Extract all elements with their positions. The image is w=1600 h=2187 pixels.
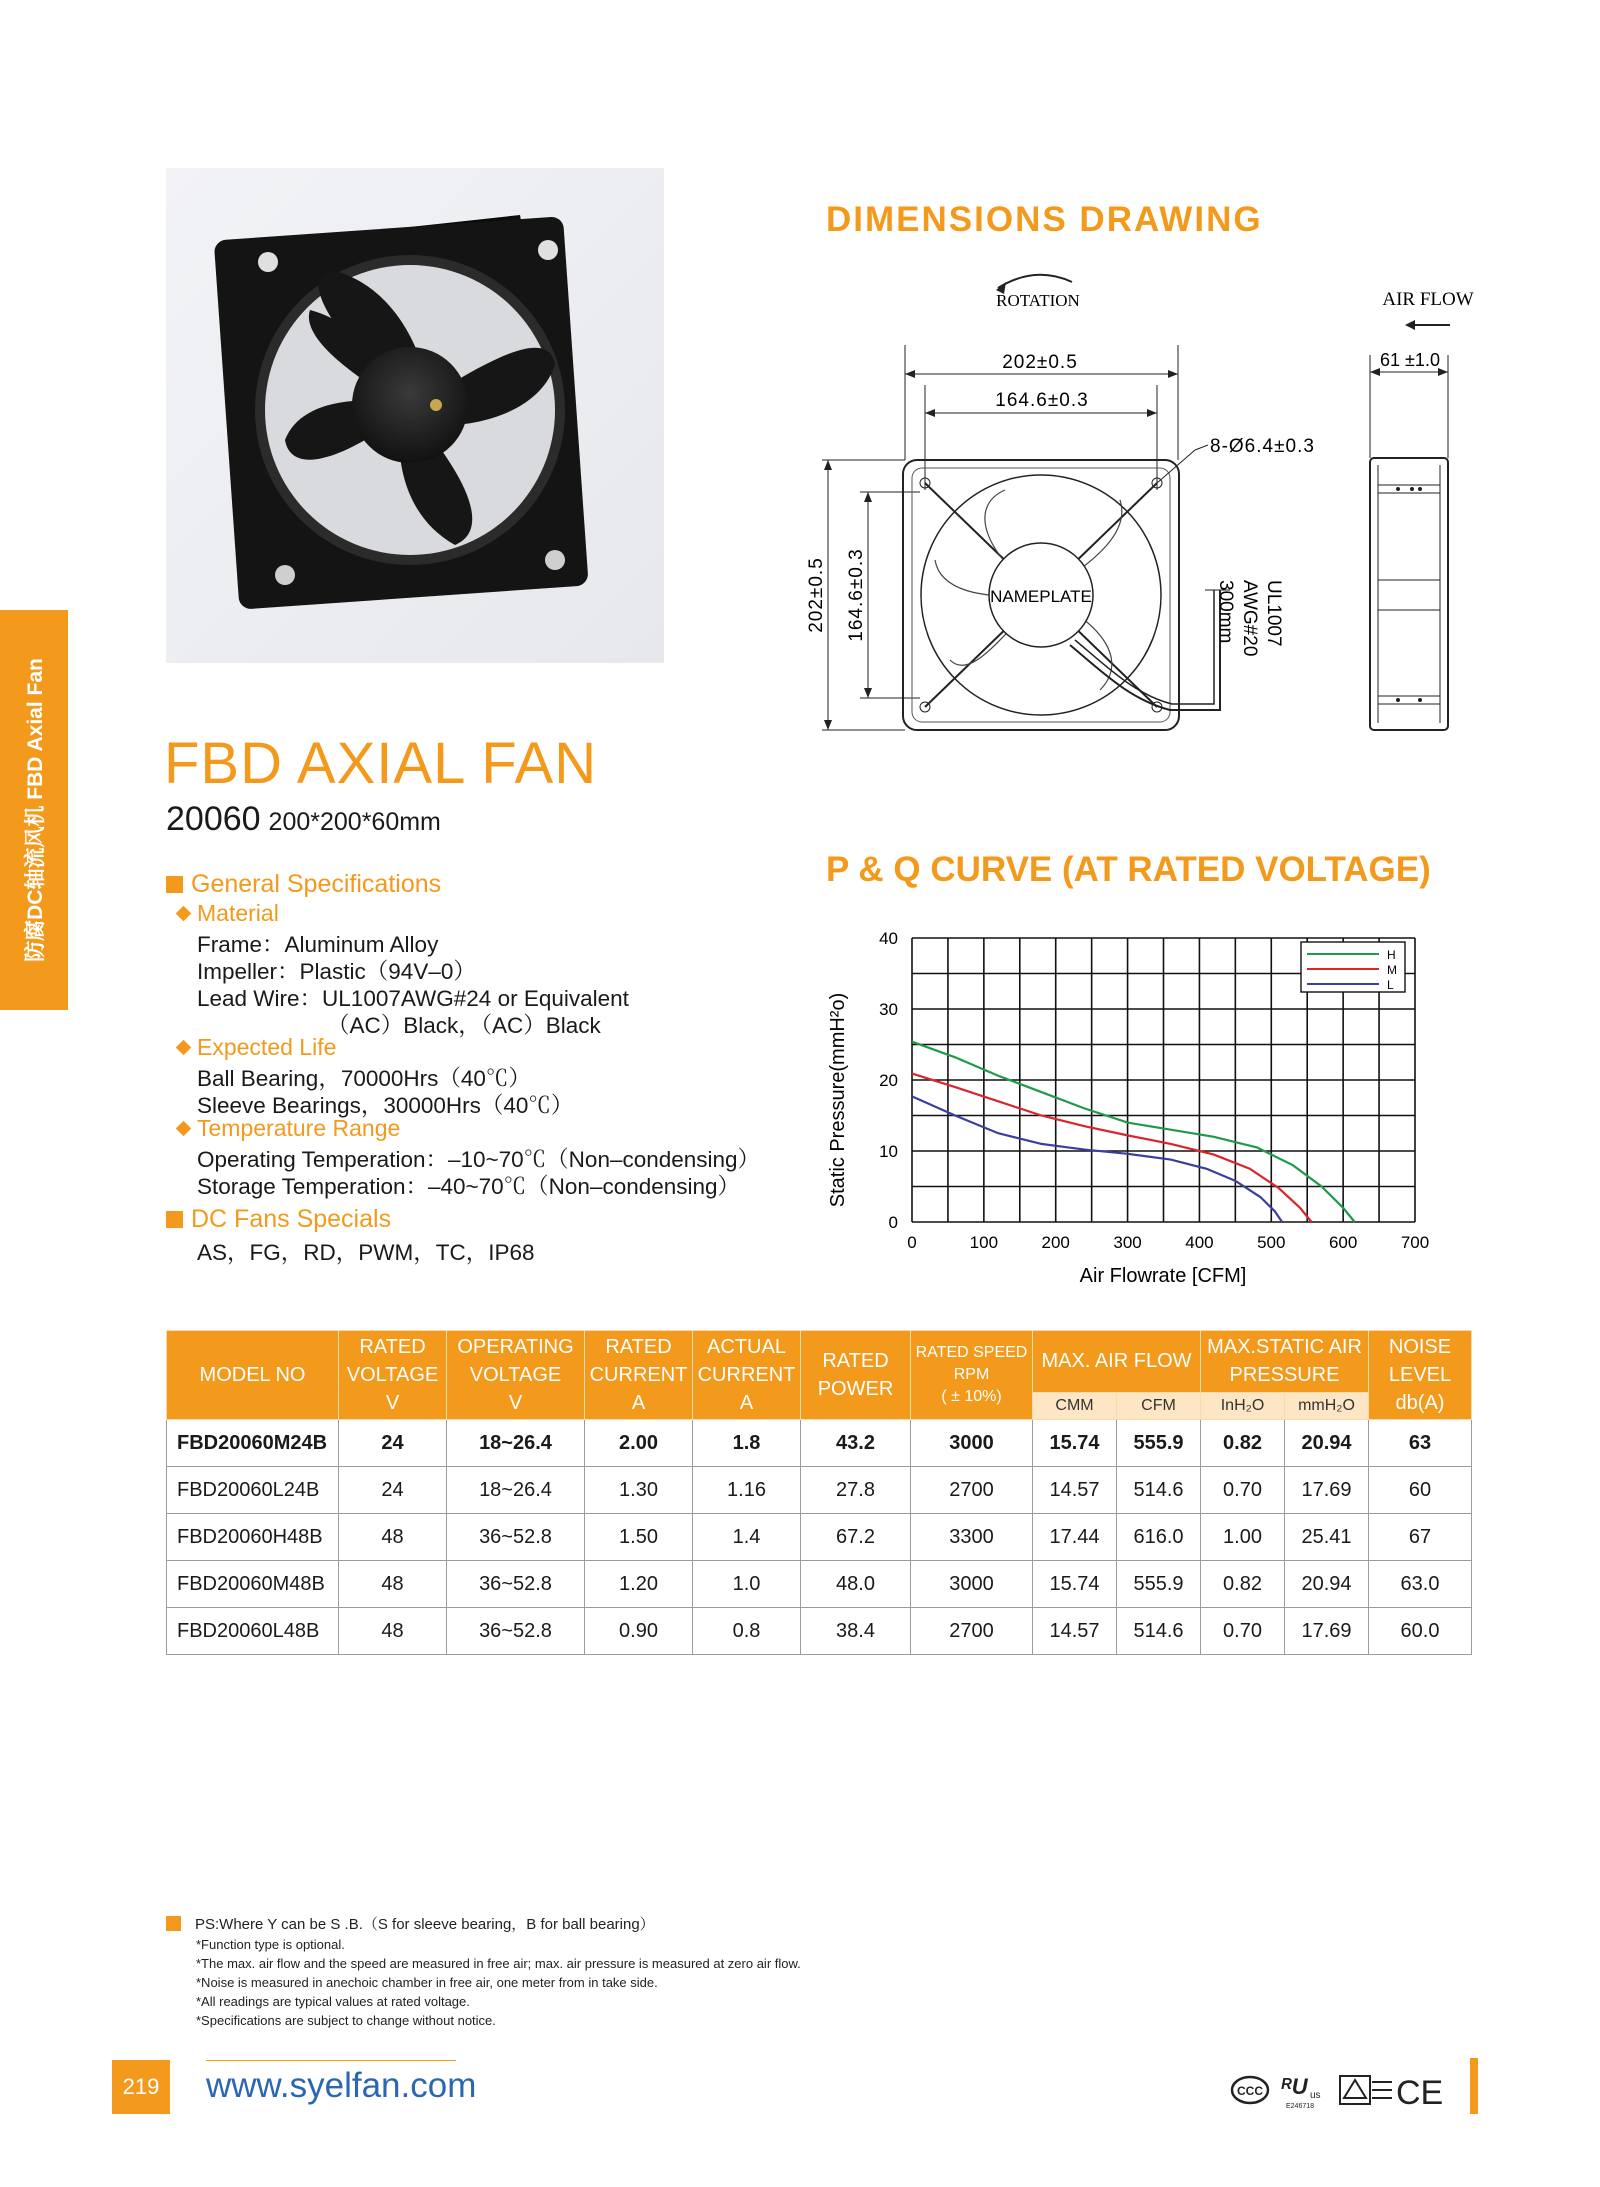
chart-legend <box>1301 942 1405 992</box>
table-cell: 1.20 <box>585 1561 693 1608</box>
table-cell: 0.70 <box>1201 1608 1285 1655</box>
table-cell: 20.94 <box>1285 1561 1369 1608</box>
orange-diamond-icon <box>176 1040 192 1056</box>
curve-m <box>912 1074 1312 1222</box>
table-cell: 1.0 <box>693 1561 801 1608</box>
table-cell: 555.9 <box>1117 1420 1201 1467</box>
side-tab-label: 防腐DC轴流风机 FBD Axial Fan <box>24 658 47 962</box>
orange-square-icon <box>166 876 183 893</box>
table-cell: 20.94 <box>1285 1420 1369 1467</box>
fan-photo-image <box>166 168 664 663</box>
table-cell: 0.8 <box>693 1608 801 1655</box>
rotation-arrow-icon <box>998 275 1072 288</box>
storage-temp-spec: Storage Temperation：–40~70℃（Non–condensing） <box>197 1174 741 1199</box>
product-photo <box>166 168 664 663</box>
table-cell: 60 <box>1369 1467 1472 1514</box>
table-cell: 48 <box>339 1608 447 1655</box>
header-max-air-flow: MAX. AIR FLOW <box>1033 1331 1201 1393</box>
header-cfm: CFM <box>1117 1392 1201 1419</box>
table-cell: 3000 <box>911 1561 1033 1608</box>
table-cell: 63.0 <box>1369 1561 1472 1608</box>
inner-width-label: 164.6±0.3 <box>995 390 1089 411</box>
x-tick-label: 700 <box>1400 1233 1430 1252</box>
temperature-heading <box>172 1115 400 1142</box>
material-heading-text: Material <box>197 900 279 926</box>
dimensions-drawing <box>800 260 1500 760</box>
table-cell: 1.00 <box>1201 1514 1285 1561</box>
table-cell: 25.41 <box>1285 1514 1369 1561</box>
orange-diamond-icon <box>176 1121 192 1137</box>
tuv-logo-icon <box>1340 2076 1392 2104</box>
header-noise-level: NOISE LEVEL db(A) <box>1369 1331 1472 1420</box>
curve-h <box>912 1042 1355 1222</box>
general-spec-heading <box>166 870 441 899</box>
table-cell: 3000 <box>911 1420 1033 1467</box>
table-cell: 17.69 <box>1285 1608 1369 1655</box>
note-line: *All readings are typical values at rated voltage. <box>196 1994 470 2009</box>
table-row <box>167 1514 1472 1561</box>
dimensions-heading: DIMENSIONS DRAWING <box>826 200 1263 239</box>
table-cell: 38.4 <box>801 1608 911 1655</box>
material-heading <box>172 900 279 927</box>
table-cell: 0.70 <box>1201 1467 1285 1514</box>
holes-label: 8-Ø6.4±0.3 <box>1210 436 1315 457</box>
nameplate-label: NAMEPLATE <box>990 587 1092 606</box>
table-cell: 48 <box>339 1514 447 1561</box>
table-cell: 67.2 <box>801 1514 911 1561</box>
header-rated-voltage: RATED VOLTAGE V <box>339 1331 447 1420</box>
table-cell: 48.0 <box>801 1561 911 1608</box>
general-spec-heading-text: General Specifications <box>191 870 442 898</box>
table-cell: 36~52.8 <box>447 1514 585 1561</box>
life-heading <box>172 1034 336 1061</box>
chart-x-axis-label: Air Flowrate [CFM] <box>1079 1265 1247 1287</box>
frame-spec: Frame：Aluminum Alloy <box>197 932 439 957</box>
table-cell: 0.82 <box>1201 1561 1285 1608</box>
table-cell: 24 <box>339 1420 447 1467</box>
x-tick-label: 400 <box>1185 1233 1214 1252</box>
table-cell: 14.57 <box>1033 1467 1117 1514</box>
website-rule <box>206 2060 456 2061</box>
table-cell: 555.9 <box>1117 1561 1201 1608</box>
table-cell: 3300 <box>911 1514 1033 1561</box>
lead-wire-spec: Lead Wire：UL1007AWG#24 or Equivalent <box>197 986 629 1011</box>
table-cell: FBD20060M24B <box>167 1420 339 1467</box>
ps-note <box>166 1915 801 1935</box>
header-inh2o: InH₂O <box>1201 1392 1285 1419</box>
rotation-label: ROTATION <box>996 291 1080 310</box>
table-cell: 60.0 <box>1369 1608 1472 1655</box>
depth-label: 61 ±1.0 <box>1380 350 1440 370</box>
table-cell: 2.00 <box>585 1420 693 1467</box>
x-tick-label: 0 <box>907 1233 917 1252</box>
header-rated-current: RATED CURRENT A <box>585 1331 693 1420</box>
table-cell: FBD20060M48B <box>167 1561 339 1608</box>
x-tick-label: 200 <box>1041 1233 1070 1252</box>
air-flow-label: AIR FLOW <box>1382 289 1474 310</box>
table-cell: FBD20060L48B <box>167 1608 339 1655</box>
table-cell: 1.30 <box>585 1467 693 1514</box>
header-model: MODEL NO <box>167 1331 339 1420</box>
sleeve-bearing-spec: Sleeve Bearings，30000Hrs（40℃） <box>197 1093 574 1118</box>
table-row <box>167 1608 1472 1655</box>
x-tick-label: 300 <box>1113 1233 1142 1252</box>
legend-label-l: L <box>1387 978 1394 992</box>
air-flow-arrowhead-icon <box>1405 320 1415 330</box>
note-line: *The max. air flow and the speed are measured in free air; max. air pressure is measured at zero air flow. <box>196 1956 801 1971</box>
table-row <box>167 1467 1472 1514</box>
header-mmh2o: mmH₂O <box>1285 1392 1369 1419</box>
header-operating-voltage: OPERATING VOLTAGE V <box>447 1331 585 1420</box>
x-tick-label: 100 <box>969 1233 999 1252</box>
wire-spec-2: AWG#20 <box>1239 580 1260 657</box>
header-cmm: CMM <box>1033 1392 1117 1419</box>
product-size: 200*200*60mm <box>268 808 441 836</box>
svg-text:CCC: CCC <box>1237 2084 1263 2098</box>
footer-accent-bar <box>1470 2058 1478 2114</box>
table-cell: 2700 <box>911 1608 1033 1655</box>
table-cell: 514.6 <box>1117 1467 1201 1514</box>
temperature-heading-text: Temperature Range <box>197 1115 401 1141</box>
svg-text:CE: CE <box>1396 2074 1444 2112</box>
website-link[interactable]: www.syelfan.com <box>206 2066 477 2105</box>
table-cell: 67 <box>1369 1514 1472 1561</box>
x-tick-label: 600 <box>1328 1233 1358 1252</box>
ul-logo-icon <box>1280 2074 1321 2110</box>
table-cell: 17.69 <box>1285 1467 1369 1514</box>
table-row <box>167 1561 1472 1608</box>
ccc-logo-icon <box>1232 2077 1268 2103</box>
lead-wire-spec-2: （AC）Black，（AC）Black <box>327 1013 601 1038</box>
table-cell: 18~26.4 <box>447 1467 585 1514</box>
outer-height-label: 202±0.5 <box>806 557 827 633</box>
table-cell: 27.8 <box>801 1467 911 1514</box>
operating-temp-spec: Operating Temperation：–10~70℃（Non–condensing） <box>197 1147 761 1172</box>
chart-y-axis-label: Static Pressure(mmH²o) <box>827 992 849 1208</box>
ball-bearing-spec: Ball Bearing，70000Hrs（40℃） <box>197 1066 531 1091</box>
table-row <box>167 1420 1472 1467</box>
orange-diamond-icon <box>176 906 192 922</box>
table-cell: 1.50 <box>585 1514 693 1561</box>
life-heading-text: Expected Life <box>197 1034 337 1060</box>
side-tab <box>0 610 68 1010</box>
table-cell: 15.74 <box>1033 1420 1117 1467</box>
table-cell: 0.90 <box>585 1608 693 1655</box>
dc-specials-heading <box>166 1205 391 1234</box>
fan-side-view <box>1370 458 1448 730</box>
table-cell: 1.8 <box>693 1420 801 1467</box>
note-line: *Function type is optional. <box>196 1937 345 1952</box>
table-cell: 48 <box>339 1561 447 1608</box>
y-tick-label: 40 <box>879 929 898 948</box>
table-cell: 2700 <box>911 1467 1033 1514</box>
note-line: *Specifications are subject to change without notice. <box>196 2013 496 2028</box>
table-cell: 24 <box>339 1467 447 1514</box>
x-tick-label: 500 <box>1257 1233 1286 1252</box>
spec-table <box>166 1330 1472 1655</box>
model-code: 20060 <box>166 800 261 838</box>
chart-lines <box>912 1042 1355 1222</box>
legend-label-m: M <box>1387 963 1397 977</box>
header-rated-speed: RATED SPEED RPM ( ± 10%) <box>911 1331 1033 1420</box>
y-tick-label: 0 <box>888 1213 898 1232</box>
table-cell: 616.0 <box>1117 1514 1201 1561</box>
ps-note-text: PS:Where Y can be S .B.（S for sleeve bearing，B for ball bearing） <box>195 1916 655 1933</box>
note-line: *Noise is measured in anechoic chamber in free air, one meter from in take side. <box>196 1975 658 1990</box>
outer-width-label: 202±0.5 <box>1002 352 1078 373</box>
header-rated-power: RATED POWER <box>801 1331 911 1420</box>
orange-square-icon <box>166 1916 181 1931</box>
product-title: FBD AXIAL FAN <box>164 731 598 796</box>
y-tick-label: 30 <box>879 1000 898 1019</box>
table-cell: 1.16 <box>693 1467 801 1514</box>
table-cell: 0.82 <box>1201 1420 1285 1467</box>
legend-label-h: H <box>1387 948 1396 962</box>
y-tick-label: 10 <box>879 1142 898 1161</box>
cert-code: E246718 <box>1286 2103 1315 2110</box>
svg-text:ᴿU: ᴿU <box>1280 2074 1308 2099</box>
wire-spec-3: 300mm <box>1215 580 1236 644</box>
orange-square-icon <box>166 1211 183 1228</box>
pq-curve-heading: P & Q CURVE (AT RATED VOLTAGE) <box>826 850 1431 889</box>
table-cell: 43.2 <box>801 1420 911 1467</box>
inner-height-label: 164.6±0.3 <box>846 548 867 642</box>
wire-spec-1: UL1007 <box>1263 580 1284 647</box>
product-subtitle <box>166 800 441 839</box>
page-number: 219 <box>112 2060 170 2114</box>
table-cell: 36~52.8 <box>447 1561 585 1608</box>
table-cell: 18~26.4 <box>447 1420 585 1467</box>
certification-logos <box>1230 2068 1460 2112</box>
dc-specials-list: AS，FG，RD，PWM，TC，IP68 <box>197 1240 535 1265</box>
table-cell: FBD20060H48B <box>167 1514 339 1561</box>
y-tick-label: 20 <box>879 1071 898 1090</box>
impeller-spec: Impeller：Plastic（94V–0） <box>197 959 476 984</box>
pq-chart <box>820 920 1440 1290</box>
table-cell: 63 <box>1369 1420 1472 1467</box>
table-cell: 1.4 <box>693 1514 801 1561</box>
table-cell: 15.74 <box>1033 1561 1117 1608</box>
notes <box>166 1915 801 2030</box>
svg-text:us: us <box>1310 2090 1321 2101</box>
table-cell: FBD20060L24B <box>167 1467 339 1514</box>
table-cell: 17.44 <box>1033 1514 1117 1561</box>
table-cell: 514.6 <box>1117 1608 1201 1655</box>
dc-specials-heading-text: DC Fans Specials <box>191 1205 392 1233</box>
table-cell: 36~52.8 <box>447 1608 585 1655</box>
header-max-static-pressure: MAX.STATIC AIR PRESSURE <box>1201 1331 1369 1393</box>
ce-logo-icon <box>1396 2074 1443 2112</box>
header-actual-current: ACTUAL CURRENT A <box>693 1331 801 1420</box>
table-cell: 14.57 <box>1033 1608 1117 1655</box>
